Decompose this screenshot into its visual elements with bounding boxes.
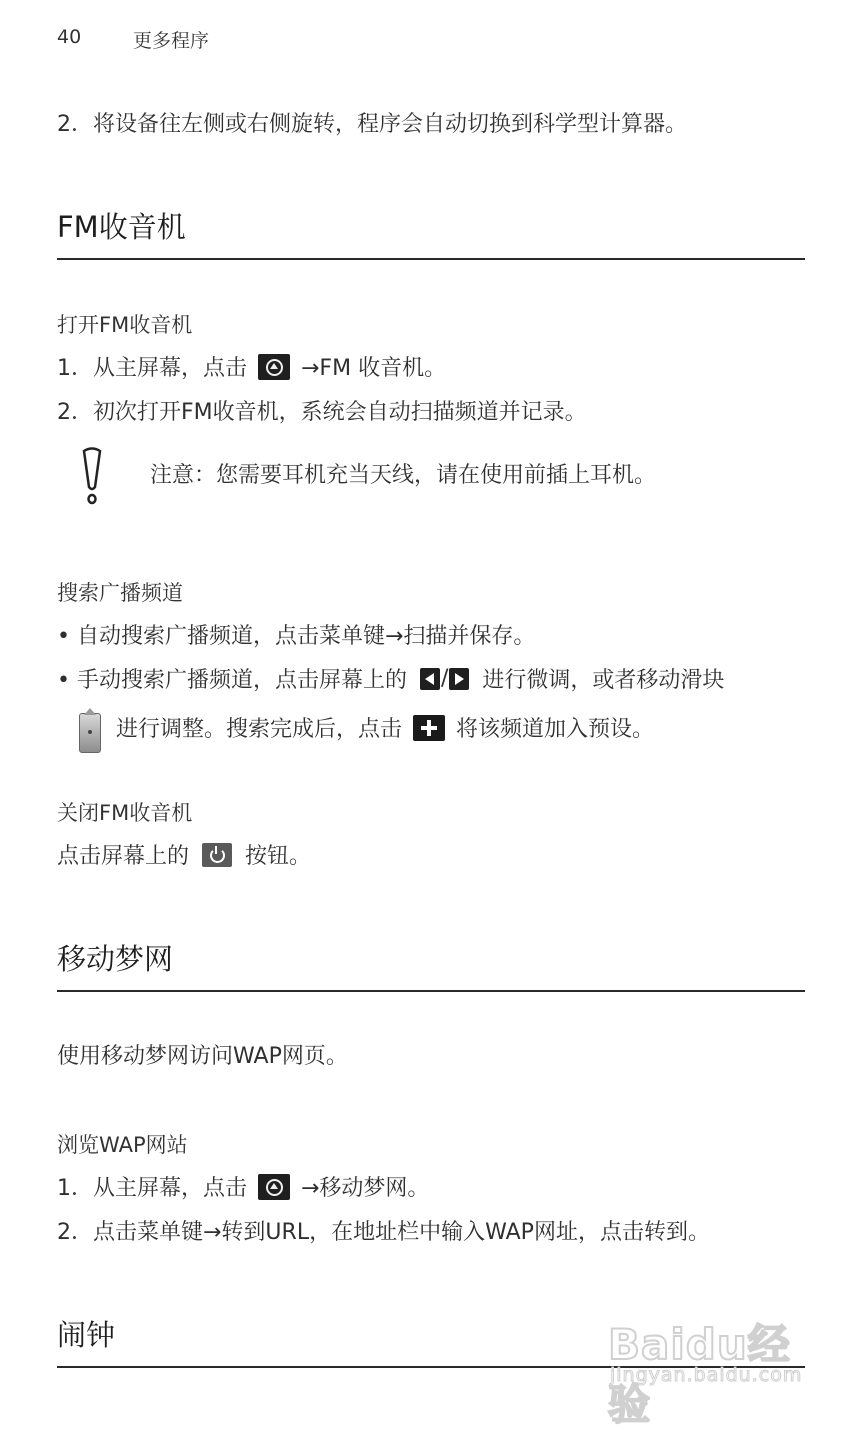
right-arrow-icon: [449, 668, 469, 690]
fm-search-bullet-auto: • 自动搜索广播频道，点击菜单键→扫描并保存。: [57, 624, 536, 649]
mobile-step-2: 2．点击菜单键→转到URL，在地址栏中输入WAP网址，点击转到。: [57, 1220, 710, 1245]
fm-close-heading: 关闭FM收音机: [57, 801, 193, 825]
fm-open-step-1: [57, 354, 446, 384]
fm-close-text-a: 点击屏幕上的: [57, 844, 190, 869]
fm-manual-text-c: 进行调整。搜索完成后，点击: [116, 717, 403, 742]
plus-icon: [413, 715, 445, 741]
fm-manual-text-d: 将该频道加入预设。: [456, 717, 655, 742]
calculator-step-2: 2．将设备往左侧或右侧旋转，程序会自动切换到科学型计算器。: [57, 112, 687, 137]
mobile-section-title: 移动梦网: [57, 942, 174, 976]
fm-open-heading: 打开FM收音机: [57, 313, 193, 337]
fm-close-instruction: [57, 842, 311, 872]
fm-open-step-1-text: 1．从主屏幕，点击: [57, 356, 247, 381]
power-icon: [202, 843, 232, 867]
fm-manual-text-b: 进行微调，或者移动滑块: [482, 668, 725, 693]
fm-search-heading: 搜索广播频道: [57, 581, 183, 605]
mobile-step-1-text: 1．从主屏幕，点击: [57, 1176, 247, 1201]
fm-open-step-1-target: →FM 收音机。: [301, 356, 447, 381]
fm-headphone-note: 注意：您需要耳机充当天线，请在使用前插上耳机。: [150, 463, 657, 488]
chapter-title: 更多程序: [133, 30, 210, 52]
all-apps-icon: [258, 1174, 290, 1200]
fm-open-step-2: 2．初次打开FM收音机，系统会自动扫描频道并记录。: [57, 400, 587, 425]
fm-search-bullet-manual-cont: [79, 710, 654, 750]
mobile-intro: 使用移动梦网访问WAP网页。: [57, 1044, 348, 1069]
watermark-url: jingyan.baidu.com: [610, 1364, 803, 1386]
fm-close-text-b: 按钮。: [245, 844, 312, 869]
mobile-step-1-target: →移动梦网。: [301, 1176, 430, 1201]
all-apps-icon: [258, 354, 290, 380]
mobile-step-1: [57, 1174, 429, 1204]
notice-exclamation-icon: [80, 447, 104, 507]
fm-manual-text-a: • 手动搜索广播频道，点击屏幕上的: [57, 668, 407, 693]
section-divider: [57, 258, 805, 260]
page-number: 40: [57, 26, 82, 48]
icon-slash: /: [440, 666, 449, 691]
watermark-brand: Baidu经验: [608, 1320, 791, 1429]
alarm-section-title: 闹钟: [57, 1318, 116, 1352]
left-arrow-icon: [420, 668, 440, 690]
section-divider: [57, 990, 805, 992]
mobile-browse-heading: 浏览WAP网站: [57, 1133, 188, 1157]
fm-section-title: FM收音机: [57, 210, 186, 244]
slider-icon: [79, 713, 101, 753]
fm-search-bullet-manual: [57, 666, 724, 696]
baidu-watermark: [608, 1300, 813, 1429]
